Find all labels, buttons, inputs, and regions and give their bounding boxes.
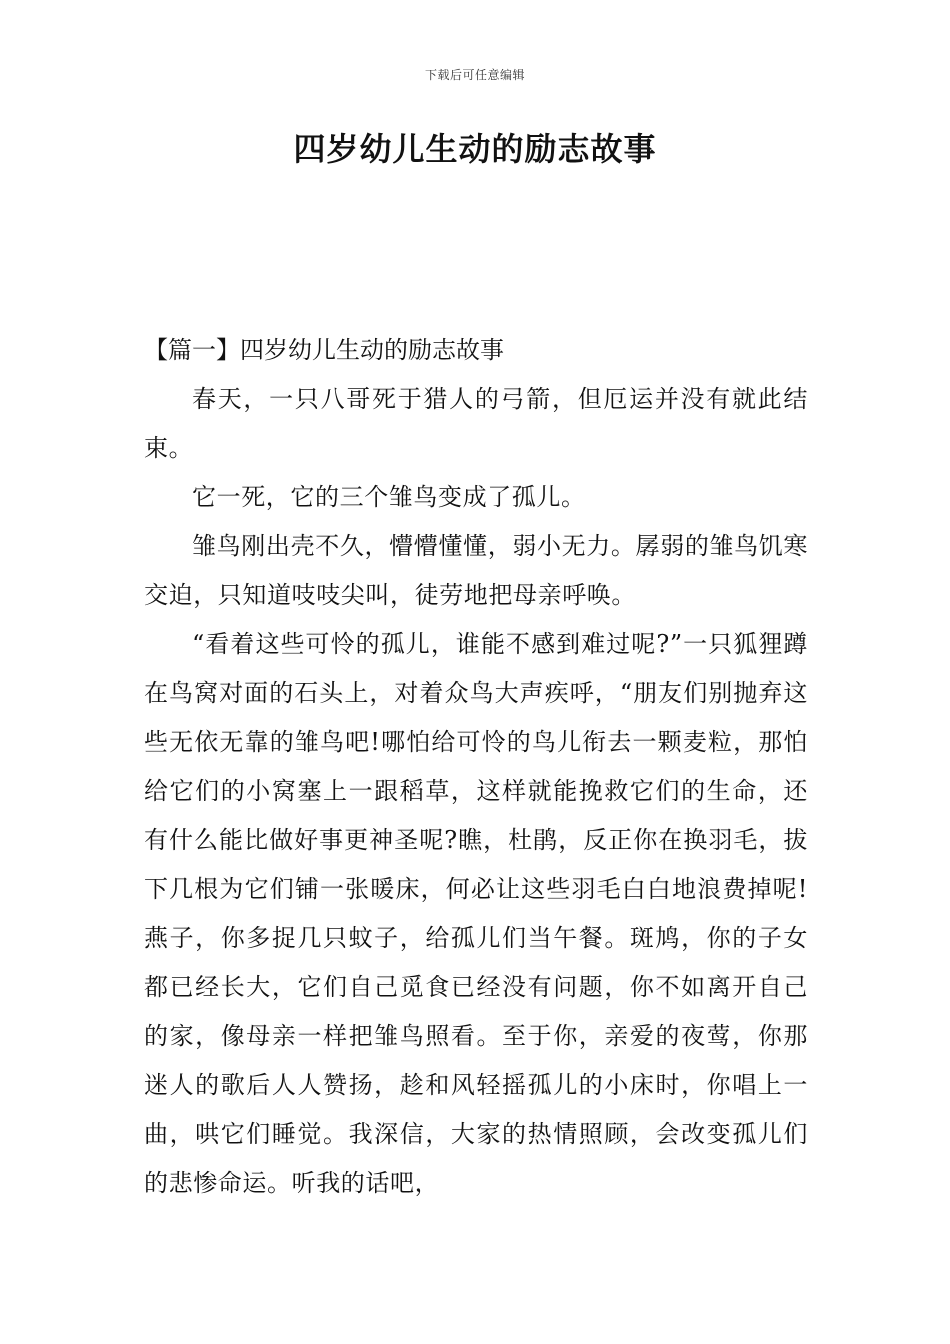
paragraph: 雏鸟刚出壳不久，懵懵懂懂，弱小无力。孱弱的雏鸟饥寒交迫，只知道吱吱尖叫，徒劳地把母亲呼唤。 — [144, 532, 808, 609]
paragraph: 春天，一只八哥死于猎人的弓箭，但厄运并没有就此结束。 — [144, 385, 808, 462]
paragraph: “看着这些可怜的孤儿，谁能不感到难过呢?”一只狐狸蹲在鸟窝对面的石头上，对着众鸟大声疾呼，“朋友们别抛弃这些无依无靠的雏鸟吧!哪怕给可怜的鸟儿衔去一颗麦粒，那怕给它们的小窝塞上一跟稻草，这样就能挽救它们的生命，还有什么能比做好事更神圣呢?瞧，杜鹃，反正你在换羽毛，拔下几根为它们铺一张暖床，何必让这些羽毛白白地浪费掉呢!燕子，你多捉几只蚊子，给孤儿们当午餐。斑鸠，你的子女都已经长大，它们自己觅食已经没有问题，你不如离开自己的家，像母亲一样把雏鸟照看。至于你，亲爱的夜莺，你那迷人的歌后人人赞扬，趁和风轻摇孤儿的小床时，你唱上一曲，哄它们睡觉。我深信，大家的热情照顾，会改变孤儿们的悲惨命运。听我的话吧， — [144, 630, 808, 1197]
document-title: 四岁幼儿生动的励志故事 — [293, 130, 657, 168]
header-note: 下载后可任意编辑 — [424, 68, 525, 82]
paragraph: 它一死，它的三个雏鸟变成了孤儿。 — [192, 483, 586, 511]
document-body — [144, 326, 808, 1208]
section-heading: 【篇一】四岁幼儿生动的励志故事 — [144, 336, 504, 364]
